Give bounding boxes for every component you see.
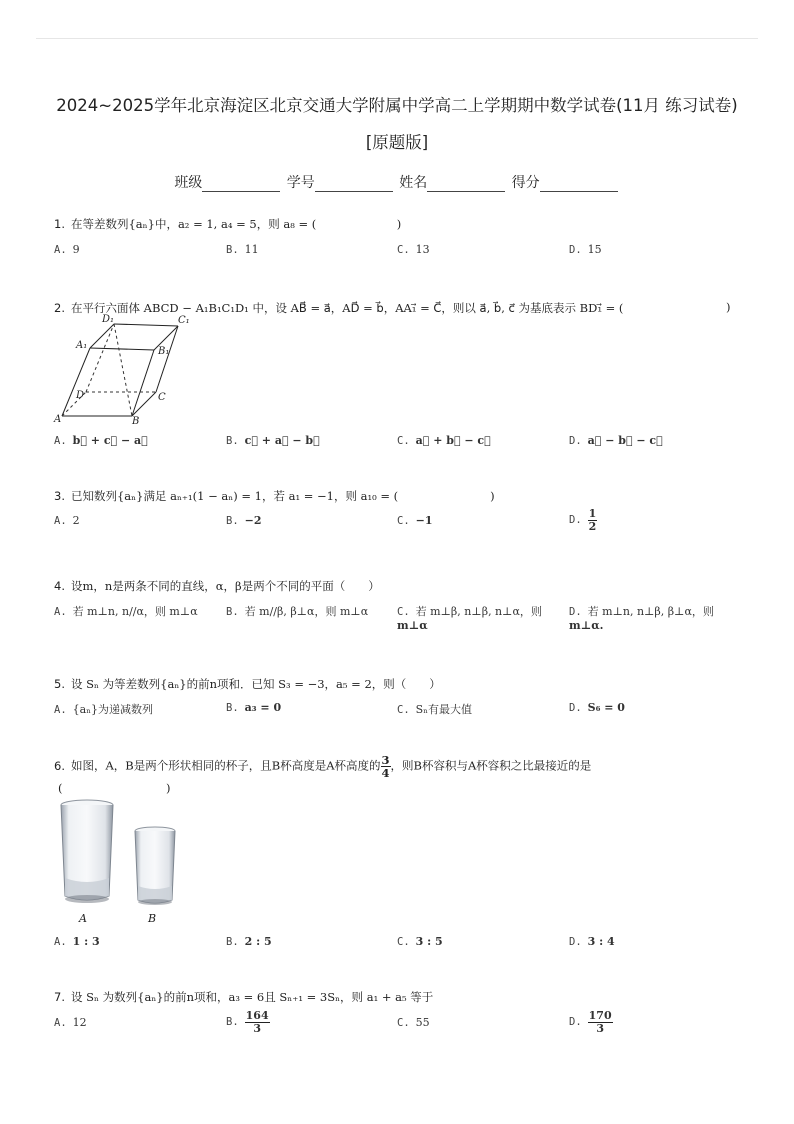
question-text: 设 Sₙ 为数列{aₙ}的前n项和，a₃ = 6且 Sₙ₊₁ = 3Sₙ，则 a₁ + a₅ 等于 [70, 990, 434, 1004]
glass-b [135, 827, 175, 905]
q2-option-a[interactable]: A. b⃗ + c⃗ − a⃗ [54, 434, 148, 447]
q6-option-b[interactable]: B. 2 : 5 [226, 935, 272, 948]
fraction: $\frac{164}{3}$ [245, 1009, 269, 1035]
question-text-tail: ，则B杯容积与A杯容积之比最接近的是 [390, 758, 592, 773]
label-b1: B₁ [158, 346, 170, 357]
question-number: 5. [54, 677, 65, 691]
q5-option-b[interactable]: B. a₃ = 0 [226, 701, 282, 714]
q5-option-d[interactable]: D. S₆ = 0 [569, 701, 625, 714]
q3-option-c[interactable]: C. −1 [397, 514, 433, 527]
q6-option-a[interactable]: A. 1 : 3 [54, 935, 100, 948]
parallelepiped-figure [52, 312, 202, 428]
q5-option-a[interactable]: A. {aₙ}为递减数列 [54, 703, 153, 716]
question-3 [54, 488, 495, 504]
label-d1: D₁ [102, 314, 115, 325]
q2-option-b[interactable]: B. c⃗ + a⃗ − b⃗ [226, 434, 320, 447]
question-number: 6. [54, 758, 65, 773]
question-7 [54, 989, 433, 1005]
question-text: 已知数列{aₙ}满足 aₙ₊₁(1 − aₙ) = 1，若 a₁ = −1，则 a₁₀ = ( ) [70, 489, 495, 503]
label-a1: A₁ [76, 340, 88, 351]
question-number: 1. [54, 217, 65, 231]
q4-option-a[interactable]: A. 若 m⊥n, n//α，则 m⊥α [54, 605, 198, 618]
q1-option-c[interactable]: C. 13 [397, 243, 430, 256]
question-5 [54, 676, 441, 692]
glass-cups-figure [54, 796, 184, 928]
glass-a-label: A [79, 912, 87, 925]
q2-option-d[interactable]: D. a⃗ − b⃗ − c⃗ [569, 434, 663, 447]
question-text: 在平行六面体 ABCD − A₁B₁C₁D₁ 中，设 AB⃗ = a⃗，AD⃗ = b⃗，AA₁⃗ = C⃗，则以 a⃗, b⃗, c⃗ 为基底表示 BD₁⃗ = ( [70, 301, 624, 315]
question-text: 如图，A，B是两个形状相同的杯子，且B杯高度是A杯高度的 [70, 758, 381, 773]
q3-option-a[interactable]: A. 2 [54, 514, 80, 527]
q1-option-a[interactable]: A. 9 [54, 243, 80, 256]
question-6 [54, 754, 591, 779]
question-4 [54, 578, 380, 594]
glass-b-label: B [148, 912, 157, 925]
student-info-row [0, 172, 794, 192]
page-subtitle: [原题版] [365, 133, 429, 152]
question-number: 7. [54, 990, 65, 1004]
label-c1: C₁ [178, 315, 190, 326]
q7-option-b[interactable]: B. $\frac{164}{3}$ [226, 1009, 269, 1035]
q4-option-d[interactable]: D. 若 m⊥n, n⊥β, β⊥α，则 m⊥α. [569, 605, 714, 632]
q2-option-c[interactable]: C. a⃗ + b⃗ − c⃗ [397, 434, 491, 447]
question-text: 设m，n是两条不同的直线，α，β是两个不同的平面（ ） [70, 579, 380, 593]
q7-option-c[interactable]: C. 55 [397, 1016, 430, 1029]
label-d: D [76, 390, 85, 401]
question-number: 3. [54, 489, 65, 503]
fraction: $\frac{170}{3}$ [588, 1009, 612, 1035]
question-text: 在等差数列{aₙ}中，a₂ = 1, a₄ = 5，则 a₈ = ( ) [70, 217, 402, 231]
question-text: 设 Sₙ 为等差数列{aₙ}的前n项和．已知 S₃ = −3，a₅ = 2，则（ ） [70, 677, 441, 691]
field-name-label: 姓名 [399, 175, 428, 191]
question-number: 4. [54, 579, 65, 593]
q1-option-b[interactable]: B. 11 [226, 243, 259, 256]
field-class-blank[interactable] [202, 177, 280, 192]
field-id-blank[interactable] [315, 177, 393, 192]
q4-option-c[interactable]: C. 若 m⊥β, n⊥β, n⊥α，则 m⊥α [397, 605, 542, 632]
fraction: $\frac{3}{4}$ [381, 753, 390, 781]
q3-option-d[interactable]: D. $\frac{1}{2}$ [569, 507, 597, 533]
page-title: 2024~2025学年北京海淀区北京交通大学附属中学高二上学期期中数学试卷(11月 练习试卷) [56, 96, 738, 115]
label-a: A [54, 414, 62, 425]
fraction: $\frac{1}{2}$ [588, 507, 597, 533]
label-b: B [132, 416, 140, 427]
question-number: 2. [54, 301, 65, 315]
q3-option-b[interactable]: B. −2 [226, 514, 262, 527]
field-score-blank[interactable] [540, 177, 618, 192]
q4-option-b[interactable]: B. 若 m//β, β⊥α，则 m⊥α [226, 605, 369, 618]
q7-option-d[interactable]: D. $\frac{170}{3}$ [569, 1009, 612, 1035]
top-rule [36, 38, 758, 39]
label-c: C [158, 392, 166, 403]
question-1 [54, 216, 401, 232]
q6-option-c[interactable]: C. 3 : 5 [397, 935, 443, 948]
question-2-close-paren: ) [726, 300, 731, 314]
field-class-label: 班级 [174, 175, 203, 191]
field-score-label: 得分 [511, 175, 540, 191]
glass-a [61, 800, 113, 903]
q5-option-c[interactable]: C. Sₙ有最大值 [397, 703, 472, 716]
q7-option-a[interactable]: A. 12 [54, 1016, 87, 1029]
field-name-blank[interactable] [427, 177, 505, 192]
q6-option-d[interactable]: D. 3 : 4 [569, 935, 615, 948]
q1-option-d[interactable]: D. 15 [569, 243, 602, 256]
question-6-paren: ( ) [58, 781, 171, 795]
field-id-label: 学号 [286, 175, 315, 191]
